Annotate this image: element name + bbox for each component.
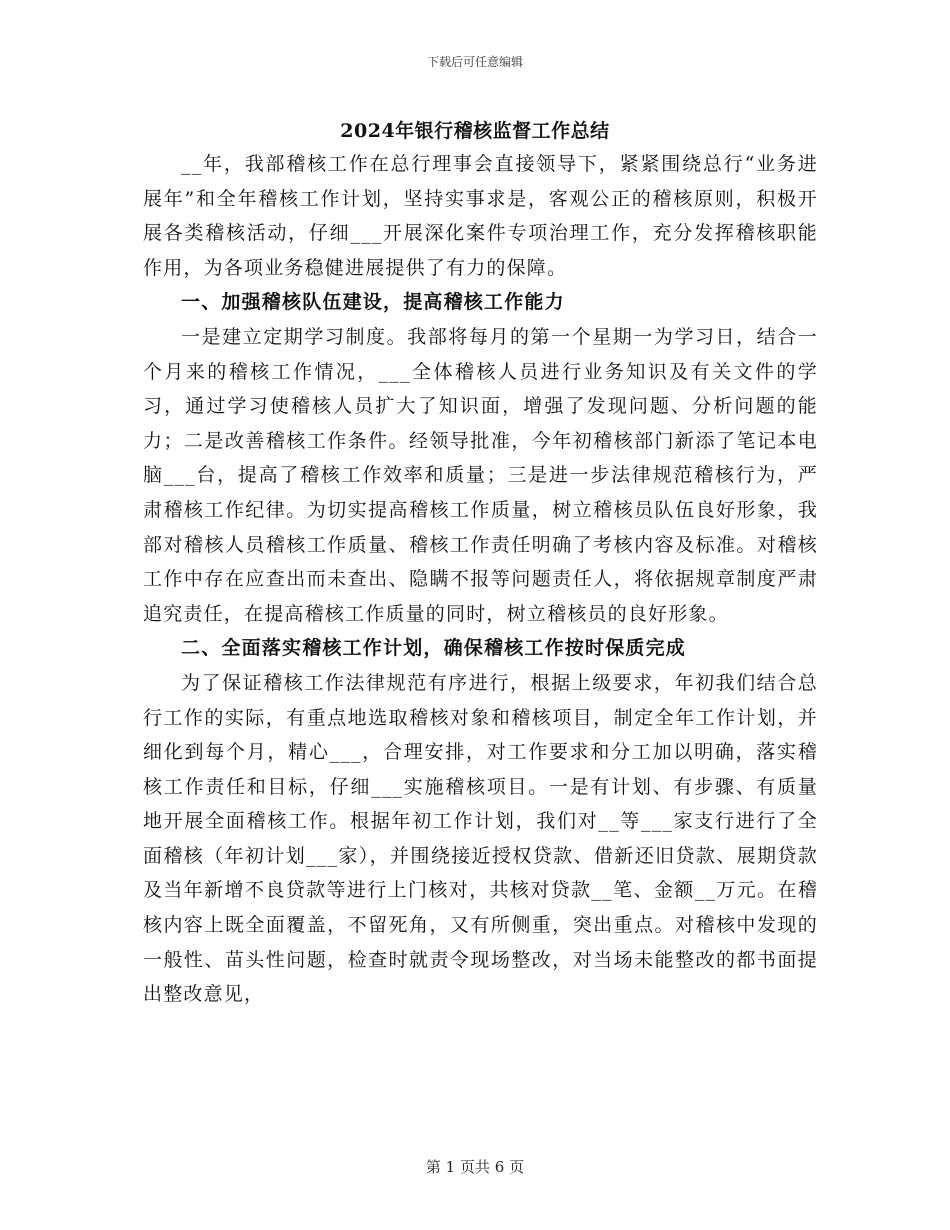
document-title: 2024年银行稽核监督工作总结 <box>340 120 610 142</box>
intro-paragraph: __年，我部稽核工作在总行理事会直接领导下，紧紧围绕总行“业务进展年”和全年稽核工作计划，坚持实事求是，客观公正的稽核原则，积极开展各类稽核活动，仔细___开展深化案件专项治理工作，充分发挥稽核职能作用，为各项业务稳健进展提供了有力的保障。 <box>143 153 818 279</box>
section-heading-2: 二、全面落实稽核工作计划，确保稽核工作按时保质完成 <box>181 637 687 660</box>
page-number: 第 1 页共 6 页 <box>425 1158 525 1176</box>
section-2-paragraph: 为了保证稽核工作法律规范有序进行，根据上级要求，年初我们结合总行工作的实际，有重点地选取稽核对象和稽核项目，制定全年工作计划，并细化到每个月，精心___，合理安排，对工作要求和分工加以明确，落实稽核工作责任和目标，仔细___实施稽核项目。一是有计划、有步骤、有质量地开展全面稽核工作。根据年初工作计划，我们对__等___家支行进行了全面稽核（年初计划___家），并围绕接近授权贷款、借新还旧贷款、展期贷款及当年新增不良贷款等进行上门核对，共核对贷款__笔、金额__万元。在稽核内容上既全面覆盖，不留死角，又有所侧重，突出重点。对稽核中发现的一般性、苗头性问题，检查时就责令现场整改，对当场未能整改的都书面提出整改意见， <box>143 671 818 1006</box>
section-heading-1: 一、加强稽核队伍建设，提高稽核工作能力 <box>181 291 565 314</box>
section-1-paragraph: 一是建立定期学习制度。我部将每月的第一个星期一为学习日，结合一个月来的稽核工作情况，___全体稽核人员进行业务知识及有关文件的学习，通过学习使稽核人员扩大了知识面，增强了发现问题、分析问题的能力；二是改善稽核工作条件。经领导批准，今年初稽核部门新添了笔记本电脑___台，提高了稽核工作效率和质量；三是进一步法律规范稽核行为，严肃稽核工作纪律。为切实提高稽核工作质量，树立稽核员队伍良好形象，我部对稽核人员稽核工作质量、稽核工作责任明确了考核内容及标准。对稽核工作中存在应查出而未查出、隐瞒不报等问题责任人，将依据规章制度严肃追究责任，在提高稽核工作质量的同时，树立稽核员的良好形象。 <box>143 325 818 625</box>
header-note: 下载后可任意编辑 <box>426 55 523 69</box>
document-body <box>143 147 818 1012</box>
